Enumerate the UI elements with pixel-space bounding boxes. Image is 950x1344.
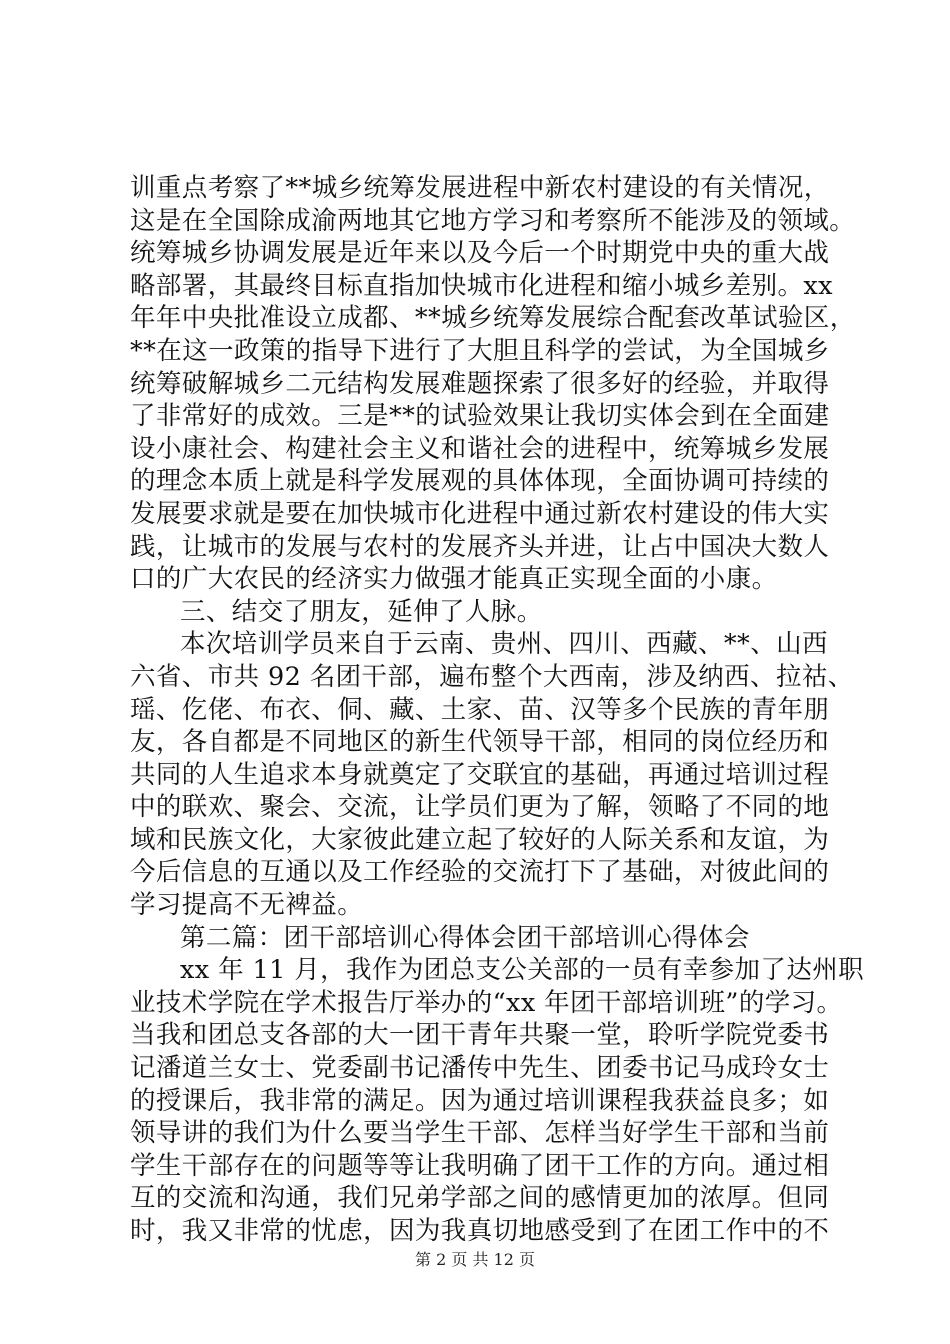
- text-line: 践，让城市的发展与农村的发展齐头并进，让占中国决大数人: [130, 531, 830, 562]
- text-line: 域和民族文化，大家彼此建立起了较好的人际关系和友谊，为: [130, 824, 830, 855]
- text-line: 中的联欢、聚会、交流，让学员们更为了解，领略了不同的地: [130, 792, 830, 823]
- text-line: 的授课后，我非常的满足。因为通过培训课程我获益良多；如: [130, 1085, 830, 1116]
- text-line: 领导讲的我们为什么要当学生干部、怎样当好学生干部和当前: [130, 1118, 830, 1149]
- text-line: 业技术学院在学术报告厅举办的“xx 年团干部培训班”的学习。: [130, 987, 843, 1018]
- text-line: **在这一政策的指导下进行了大胆且科学的尝试，为全国城乡: [130, 335, 830, 366]
- text-line: 当我和团总支各部的大一团干青年共聚一堂，聆听学院党委书: [130, 1020, 830, 1051]
- text-line: 学生干部存在的问题等等让我明确了团干工作的方向。通过相: [130, 1150, 830, 1181]
- text-line: 略部署，其最终目标直指加快城市化进程和缩小城乡差别。xx: [130, 270, 833, 301]
- text-line: 友，各自都是不同地区的新生代领导干部，相同的岗位经历和: [130, 727, 830, 758]
- text-line: 设小康社会、构建社会主义和谐社会的进程中，统筹城乡发展: [130, 433, 830, 464]
- body-text: [130, 172, 865, 1248]
- text-line: 第二篇：团干部培训心得体会团干部培训心得体会: [180, 922, 750, 953]
- text-line: 的理念本质上就是科学发展观的具体体现，全面协调可持续的: [130, 466, 830, 497]
- text-line: 了非常好的成效。三是**的试验效果让我切实体会到在全面建: [130, 401, 830, 432]
- text-line: 本次培训学员来自于云南、贵州、四川、西藏、**、山西: [180, 629, 828, 660]
- text-line: 时，我又非常的忧虑，因为我真切地感受到了在团工作中的不: [130, 1216, 830, 1246]
- text-line: 年年中央批准设立成都、**城乡统筹发展综合配套改革试验区，: [130, 303, 856, 334]
- text-line: 今后信息的互通以及工作经验的交流打下了基础，对彼此间的: [130, 857, 830, 888]
- text-line: 学习提高不无裨益。: [130, 890, 364, 921]
- text-line: 统筹城乡协调发展是近年来以及今后一个时期党中央的重大战: [130, 238, 830, 269]
- text-line: 口的广大农民的经济实力做强才能真正实现全面的小康。: [130, 564, 778, 595]
- text-line: 互的交流和沟通，我们兄弟学部之间的感情更加的浓厚。但同: [130, 1183, 830, 1214]
- page-footer: 第 2 页 共 12 页: [415, 1250, 535, 1269]
- text-line: 记潘道兰女士、党委副书记潘传中先生、团委书记马成玲女士: [130, 1053, 830, 1084]
- text-line: 这是在全国除成渝两地其它地方学习和考察所不能涉及的领域。: [130, 205, 856, 236]
- text-line: 三、结交了朋友，延伸了人脉。: [180, 596, 543, 627]
- text-line: xx 年 11 月，我作为团总支公关部的一员有幸参加了达州职: [180, 955, 865, 986]
- text-line: 瑶、仡佬、布衣、侗、藏、土家、苗、汉等多个民族的青年朋: [130, 694, 830, 725]
- text-line: 共同的人生追求本身就奠定了交联宜的基础，再通过培训过程: [130, 759, 830, 790]
- text-line: 发展要求就是要在加快城市化进程中通过新农村建设的伟大实: [130, 498, 830, 529]
- text-line: 六省、市共 92 名团干部，遍布整个大西南，涉及纳西、拉祜、: [130, 661, 854, 692]
- text-line: 训重点考察了**城乡统筹发展进程中新农村建设的有关情况，: [130, 173, 830, 203]
- text-line: 统筹破解城乡二元结构发展难题探索了很多好的经验，并取得: [130, 368, 830, 399]
